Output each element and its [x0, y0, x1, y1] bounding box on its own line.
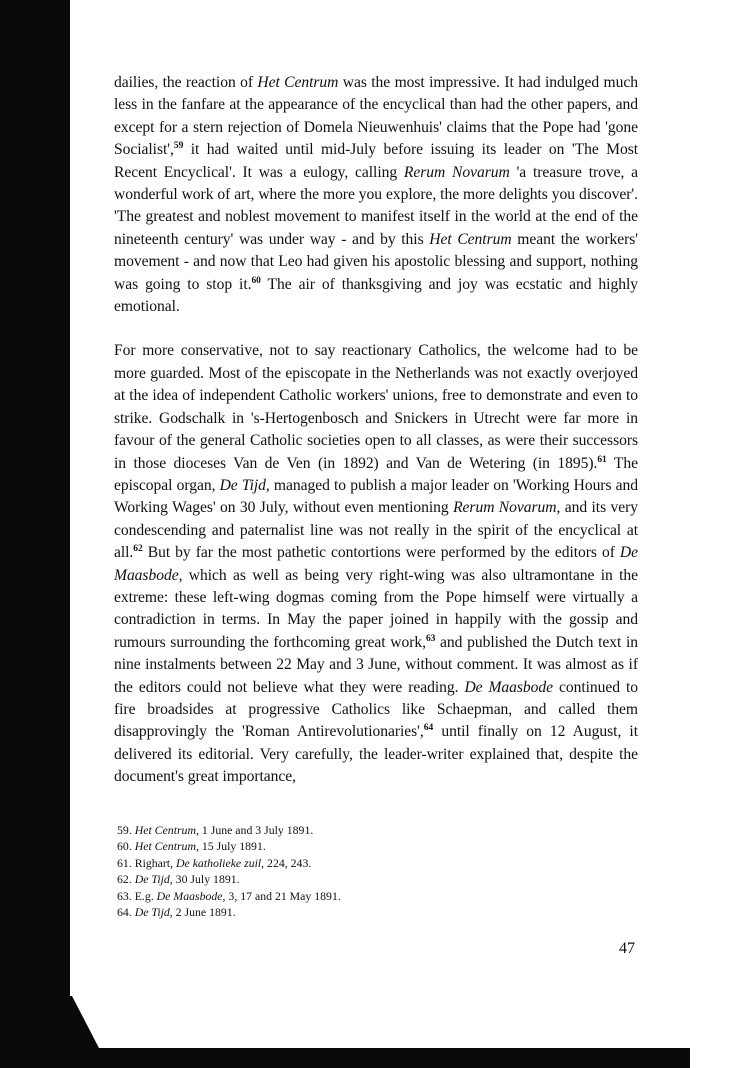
footnote [117, 855, 637, 871]
footnote-ref: 61 [597, 454, 607, 465]
text-run: continued to fire broadsides at progressive Catholics like Schaepman, and called them disapprovingly the 'Roman Antirevolutionaries', [114, 678, 638, 741]
page-number: 47 [619, 940, 635, 957]
footnote [117, 822, 637, 838]
footnote [117, 904, 637, 920]
italic-title: De katholieke zuil [175, 855, 262, 870]
footnote-ref: 59 [173, 141, 184, 152]
text-run: , managed to publish a major leader on 'Working Hours and Working Wages' on 30 July, without even mentioning [114, 476, 638, 517]
text-run: , 2 June 1891. [169, 905, 236, 920]
text-run: 63. E.g. [117, 888, 157, 903]
text-run: For more conservative, not to say reactionary Catholics, the welcome had to be more guarded. Most of the episcopate in the Netherlands was not exactly overjoyed at the idea of independent Catholic workers' unions, free to demonstrate and even to strike. Godschalk in 's-Hertogenbosch and Snickers in Utrecht were far more in favour of the general Catholic societies open to all classes, as were their successors in those dioceses Van de Ven (in 1892) and Van de Wetering (in 1895). [114, 342, 638, 472]
text-run: meant the workers' movement - and now that Leo had given his apostolic blessing and support, nothing was going to stop it. [114, 230, 638, 293]
scan-corner-shadow [60, 996, 100, 1056]
footnote-ref: 64 [423, 723, 434, 734]
italic-title: Het Centrum [429, 230, 512, 248]
italic-title: Het Centrum [134, 823, 196, 837]
text-run: , 1 June and 3 July 1891. [195, 823, 314, 837]
italic-title: Het Centrum [134, 839, 196, 854]
text-run: , 15 July 1891. [195, 839, 266, 854]
footnote [117, 871, 637, 887]
text-run: 60. [117, 839, 135, 854]
text-run: 61. Righart, [117, 855, 176, 870]
italic-title: Rerum Novarum [453, 499, 557, 517]
italic-title: Rerum Novarum [403, 163, 510, 181]
italic-title: Het Centrum [257, 74, 339, 91]
scan-bottom-border [70, 1048, 690, 1068]
text-run: and published the Dutch text in nine instalments between 22 May and 3 June, without comment. It was almost as if the editors could not believe what they were reading. [114, 633, 638, 696]
text-run: The episcopal organ, [114, 454, 638, 494]
footnote [117, 838, 637, 854]
italic-title: De Maasbode [114, 544, 638, 584]
body-text [114, 72, 638, 789]
text-run: 62. [117, 872, 135, 887]
italic-title: De Maasbode [464, 678, 554, 696]
scan-left-border [0, 0, 70, 1068]
italic-title: De Maasbode [156, 888, 223, 903]
text-run: The air of thanksgiving and joy was ecstatic and highly emotional. [114, 275, 638, 316]
text-run: 64. [117, 905, 135, 920]
footnotes [117, 822, 637, 920]
text-run: it had waited until mid-July before issuing its leader on 'The Most Recent Encyclical'. It was a eulogy, calling [114, 141, 638, 181]
paragraph [114, 72, 638, 318]
italic-title: De Tijd [134, 905, 170, 920]
text-run: until finally on 12 August, it delivered its editorial. Very carefully, the leader-writer explained that, despite the document's great importance, [114, 723, 638, 786]
text-run: , and its very condescending and paternalist line was not really in the spirit of the encyclical at all. [114, 499, 638, 562]
paragraph [114, 340, 638, 788]
text-run: 'a treasure trove, a wonderful work of art, where the more you explore, the more delights you discover'. 'The greatest and noblest movement to manifest itself in the world at the end of the nineteenth century' was under way - and by this [114, 163, 638, 248]
text-run: was the most impressive. It had indulged much less in the fanfare at the appearance of the encyclical than had the other papers, and except for a stern rejection of Domela Nieuwenhuis' claims that the Pope had 'gone Socialist', [114, 74, 638, 159]
footnote-ref: 60 [251, 275, 261, 286]
text-run: dailies, the reaction of [114, 74, 258, 91]
text-run: , which as well as being very right-wing was also ultramontane in the extreme: these left-wing dogmas coming from the Pope himself were virtually a contradiction in terms. In May the paper joined in happily with the gossip and rumours surrounding the forthcoming great work, [114, 566, 638, 651]
footnote [117, 888, 637, 904]
text-run: , 30 July 1891. [169, 872, 240, 887]
text-run: But by far the most pathetic contortions were performed by the editors of [142, 544, 620, 562]
footnote-ref: 63 [425, 633, 436, 644]
italic-title: De Tijd [219, 476, 266, 494]
footnote-ref: 62 [133, 544, 143, 555]
text-run: 59. [117, 823, 135, 837]
text-run: , 3, 17 and 21 May 1891. [222, 888, 341, 903]
text-run: , 224, 243. [261, 855, 312, 870]
italic-title: De Tijd [134, 872, 170, 887]
